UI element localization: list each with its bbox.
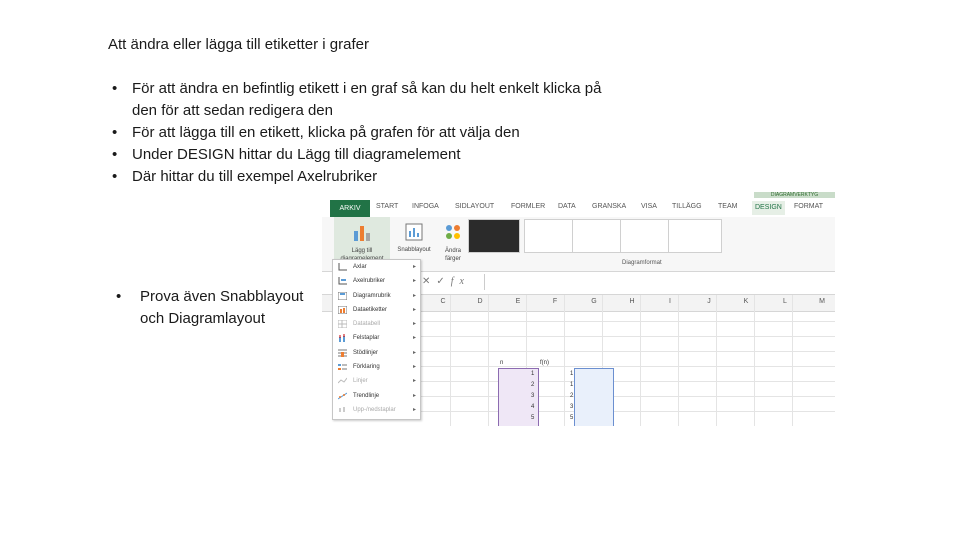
grid-line <box>418 321 835 322</box>
chevron-right-icon: ▸ <box>412 392 416 399</box>
chart-style-thumb[interactable] <box>572 219 624 253</box>
column-header[interactable]: I <box>669 298 671 305</box>
chart-styles-group-label: Diagramformat <box>622 260 662 266</box>
menu-item-lines[interactable] <box>333 374 420 388</box>
chevron-right-icon: ▸ <box>412 306 416 313</box>
chart-style-thumb[interactable] <box>524 219 576 253</box>
ribbon-tabs <box>322 200 835 218</box>
column-header[interactable]: M <box>819 298 825 305</box>
side-bullet-list <box>116 286 316 330</box>
menu-item-label: Trendlinje <box>353 392 380 399</box>
chevron-right-icon: ▸ <box>412 264 416 270</box>
grid-line <box>792 295 793 426</box>
tab-page-layout[interactable]: SIDLAYOUT <box>455 203 495 210</box>
sheet-grid[interactable] <box>418 312 835 426</box>
axis-titles-icon <box>338 277 347 285</box>
slide-title: Att ändra eller lägga till etiketter i grafer <box>108 36 369 53</box>
add-chart-element-menu <box>332 259 421 420</box>
menu-item-label: Linjer <box>353 378 368 385</box>
tab-review[interactable]: GRANSKA <box>592 203 627 210</box>
lines-icon <box>338 377 347 385</box>
tab-file[interactable]: ARKIV <box>330 200 370 217</box>
legend-icon <box>338 363 347 371</box>
trendline-icon <box>338 392 347 400</box>
chart-style-thumb[interactable] <box>668 219 722 253</box>
tab-team[interactable]: TEAM <box>718 203 738 210</box>
column-header[interactable]: G <box>591 298 597 305</box>
cell-header-n[interactable]: n <box>500 360 504 366</box>
menu-item-updown-bars[interactable] <box>333 403 420 417</box>
quick-layout-icon <box>403 221 425 243</box>
data-range-fn[interactable] <box>574 368 614 426</box>
chevron-right-icon: ▸ <box>412 364 416 371</box>
column-header[interactable]: C <box>440 298 446 305</box>
column-header[interactable]: F <box>552 298 558 305</box>
grid-line <box>678 295 679 426</box>
cell-value[interactable]: 4 <box>531 404 535 410</box>
column-header[interactable]: H <box>629 298 635 305</box>
chart-title-icon <box>338 292 347 300</box>
tab-addins[interactable]: TILLÄGG <box>672 203 702 210</box>
menu-item-chart-title[interactable] <box>333 289 420 303</box>
axes-icon <box>338 263 347 271</box>
chevron-right-icon: ▸ <box>412 378 416 385</box>
data-table-icon <box>338 320 347 328</box>
cell-header-fn[interactable]: f(n) <box>540 360 549 366</box>
menu-item-data-table[interactable] <box>333 317 420 331</box>
grid-line <box>418 381 835 382</box>
column-header[interactable]: L <box>783 298 787 305</box>
menu-item-label: Diagramrubrik <box>353 292 391 299</box>
error-bars-icon <box>338 334 347 342</box>
gridlines-icon <box>338 349 347 357</box>
change-colors-label: Ändra färger <box>444 248 461 262</box>
tab-data[interactable]: DATA <box>558 203 576 210</box>
menu-item-trendline[interactable] <box>333 389 420 403</box>
add-chart-element-label: Lägg till <box>351 248 373 254</box>
menu-item-legend[interactable] <box>333 360 420 374</box>
column-header[interactable]: J <box>707 298 711 305</box>
menu-item-label: Stödlinjer <box>353 349 379 356</box>
add-chart-element-icon <box>351 221 373 243</box>
bullet-item: • För att lägga till en etikett, klicka på grafen för att välja den <box>108 122 628 144</box>
grid-line <box>640 295 641 426</box>
menu-item-error-bars[interactable] <box>333 331 420 345</box>
excel-screenshot <box>322 192 835 426</box>
tab-format[interactable]: FORMAT <box>794 203 824 210</box>
formula-bar-icons: ✕✓fx <box>422 276 470 287</box>
grid-line <box>418 396 835 397</box>
cell-value[interactable]: 2 <box>570 393 574 399</box>
bullet-item: • För att ändra en befintlig etikett i en graf så kan du helt enkelt klicka på den för att sedan redigera den <box>108 78 628 122</box>
cell-value[interactable]: 5 <box>570 415 574 421</box>
chevron-right-icon: ▸ <box>412 321 416 328</box>
tab-view[interactable]: VISA <box>641 203 657 210</box>
cell-value[interactable]: 1 <box>570 382 574 388</box>
menu-item-label: Dataetiketter <box>353 306 388 313</box>
menu-item-label: Axelrubriker <box>353 278 386 285</box>
menu-item-axes[interactable] <box>333 260 420 274</box>
tab-formulas[interactable]: FORMLER <box>511 203 546 210</box>
cell-value[interactable]: 5 <box>531 415 535 421</box>
context-tab-label: DIAGRAMVERKTYG <box>754 192 835 198</box>
grid-line <box>754 295 755 426</box>
menu-item-label: Felstaplar <box>353 335 380 342</box>
menu-item-axis-titles[interactable] <box>333 274 420 288</box>
column-header[interactable]: K <box>743 298 749 305</box>
chevron-right-icon: ▸ <box>412 278 416 285</box>
bullet-item: • Där hittar du till exempel Axelrubriker <box>108 166 628 188</box>
cell-value[interactable]: 2 <box>531 382 535 388</box>
bullet-list <box>108 78 628 188</box>
menu-item-gridlines[interactable] <box>333 346 420 360</box>
palette-icon <box>442 221 464 243</box>
column-header[interactable]: D <box>477 298 483 305</box>
tab-start[interactable]: START <box>376 203 399 210</box>
function-icon[interactable]: fx <box>450 276 470 287</box>
bullet-item: • Under DESIGN hittar du Lägg till diagramelement <box>108 144 628 166</box>
menu-item-data-labels[interactable] <box>333 303 420 317</box>
quick-layout-label: Snabblayout <box>397 247 431 253</box>
chevron-right-icon: ▸ <box>412 406 416 413</box>
formula-bar-divider <box>484 274 485 290</box>
tab-insert[interactable]: INFOGA <box>412 203 439 210</box>
data-labels-icon <box>338 306 347 314</box>
menu-item-label: Förklaring <box>353 364 380 371</box>
grid-line <box>564 295 565 426</box>
chevron-right-icon: ▸ <box>412 335 416 342</box>
chart-style-thumb[interactable] <box>620 219 672 253</box>
grid-line <box>450 295 451 426</box>
chevron-right-icon: ▸ <box>412 292 416 299</box>
chevron-right-icon: ▸ <box>412 349 416 356</box>
chart-style-thumb[interactable] <box>468 219 520 253</box>
menu-item-label: Axlar <box>353 264 367 270</box>
cell-value[interactable]: 1 <box>531 371 535 377</box>
cell-value[interactable]: 3 <box>531 393 535 399</box>
grid-line <box>716 295 717 426</box>
menu-item-label: Datatabell <box>353 321 381 328</box>
tab-design[interactable]: DESIGN <box>752 201 785 215</box>
grid-line <box>418 411 835 412</box>
cell-value[interactable]: 3 <box>570 404 574 410</box>
column-header[interactable]: E <box>515 298 521 305</box>
grid-line <box>418 366 835 367</box>
side-bullet-item: • Prova även Snabblayout och Diagramlayout <box>116 286 316 330</box>
grid-line <box>488 295 489 426</box>
menu-item-label: Upp-/nedstaplar <box>353 406 396 413</box>
grid-line <box>418 336 835 337</box>
updown-bars-icon <box>338 406 347 414</box>
cell-value[interactable]: 1 <box>570 371 574 377</box>
grid-line <box>418 351 835 352</box>
change-colors-button[interactable] <box>438 217 468 271</box>
